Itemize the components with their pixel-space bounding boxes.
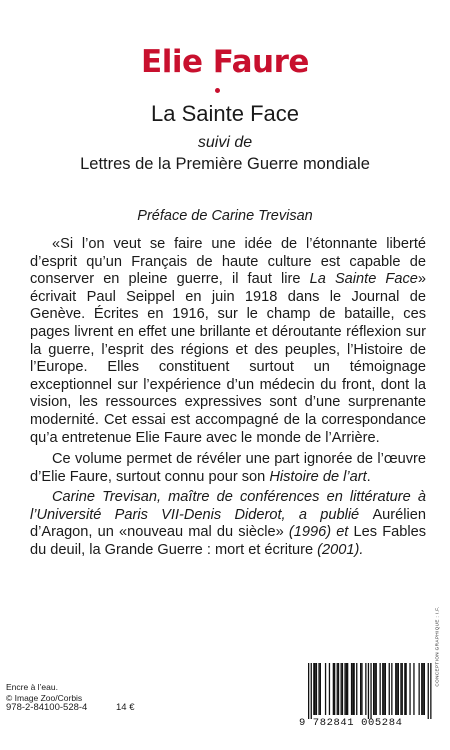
barcode-bar [395,663,396,715]
barcode-bar [385,663,386,715]
book-subtitle: Lettres de la Première Guerre mondiale [80,155,370,173]
barcode-bar [376,663,377,715]
blurb-text [30,236,426,486]
barcode-bar [352,663,353,715]
barcode-bars [299,661,433,719]
barcode-bar [320,663,321,715]
barcode-bar [382,663,383,715]
blurb-paragraph-1: «Si l’on veut se faire une idée de l’étonnante liberté d’esprit qu’un Français de haute culture est capable de conserver en pleine guerre, il faut lire La Sainte Face» écrivait Paul Seippel en juin 1918 dans le Journal de Genève. Écrites en 1916, sur le champ de bataille, ces pages livrent en effet une brillante et déroutante réflexion sur la guerre, l’esprit des régions et des peuples, l’Histoire de l’Europe. Elles constituent surtout un témoignage exceptionnel sur l’expérience d’un médecin du front, dont la vision, les ressources expressives sont d’une surprenante modernité. Cet essai est accompagné de la correspondance qu’a entretenue Elie Faure avec le monde de l’Arrière. [30,236,427,446]
barcode-bar [370,663,371,719]
barcode-bar [422,663,423,715]
barcode-bar [368,663,369,719]
decorative-red-dot [215,88,220,93]
barcode-bar [342,663,343,715]
barcode-bar [338,663,339,715]
barcode-bar [341,663,342,715]
barcode-bar [428,663,429,719]
barcode-bar [344,663,345,715]
barcode-bar [374,663,375,715]
followed-by-label: suivi de [197,134,253,151]
isbn-number: 978-2-84100-528-4 [6,702,88,713]
barcode-bar [316,663,317,715]
preface-credit: Préface de Carine Trevisan [137,208,313,224]
barcode [299,661,433,732]
barcode-bar [311,663,312,719]
price-label: 14 € [116,702,135,713]
barcode-bar [430,663,431,719]
barcode-bar [389,663,390,715]
credit-line-2: © Image Zoo/Corbis [6,693,83,703]
barcode-bar [315,663,316,715]
barcode-bar [391,663,392,715]
barcode-bar [360,663,361,715]
barcode-bar [313,663,314,715]
barcode-bar [365,663,366,715]
barcode-bar [325,663,326,715]
barcode-bar [334,663,335,715]
barcode-bar [354,663,355,715]
blurb-paragraph-2: Ce volume permet de révéler une part ignorée de l’œuvre d’Elie Faure, surtout connu pour son Histoire de l’art. [30,451,426,485]
barcode-bar [406,663,407,715]
barcode-bar [419,663,420,715]
barcode-bar [333,663,334,715]
barcode-bar [373,663,374,715]
barcode-bar [400,663,401,715]
barcode-bar [346,663,347,715]
barcode-bar [351,663,352,715]
barcode-bar [413,663,414,715]
barcode-bar [396,663,397,715]
barcode-bar [329,663,330,715]
barcode-bar [404,663,405,715]
book-title: La Sainte Face [151,101,299,126]
author-bio: Carine Trevisan, maître de conférences en littérature à l’Université Paris VII-Denis Diderot, a publié Aurélien d’Aragon, un «nouveau mal du siècle» (1996) et Les Fables du deuil, la Grande Guerre : mort et écriture (2001). [30,489,426,558]
barcode-bar [356,663,357,715]
barcode-bar [383,663,384,715]
barcode-bar [361,663,362,715]
barcode-bar [409,663,410,715]
barcode-bar [347,663,348,715]
barcode-bar [424,663,425,715]
barcode-bar [380,663,381,715]
graphic-design-credit: CONCEPTION GRAPHIQUE : I.F. [434,605,440,687]
barcode-bar [398,663,399,715]
barcode-bar [337,663,338,715]
barcode-bar [421,663,422,715]
credit-line-1: Encre à l’eau. [6,682,58,692]
barcode-bar [308,663,309,719]
image-credits [6,682,82,704]
author-name: Elie Faure [141,44,309,80]
barcode-bar [402,663,403,715]
barcode-bar [318,663,319,715]
barcode-digits: 9 782841 005284 [299,717,403,729]
